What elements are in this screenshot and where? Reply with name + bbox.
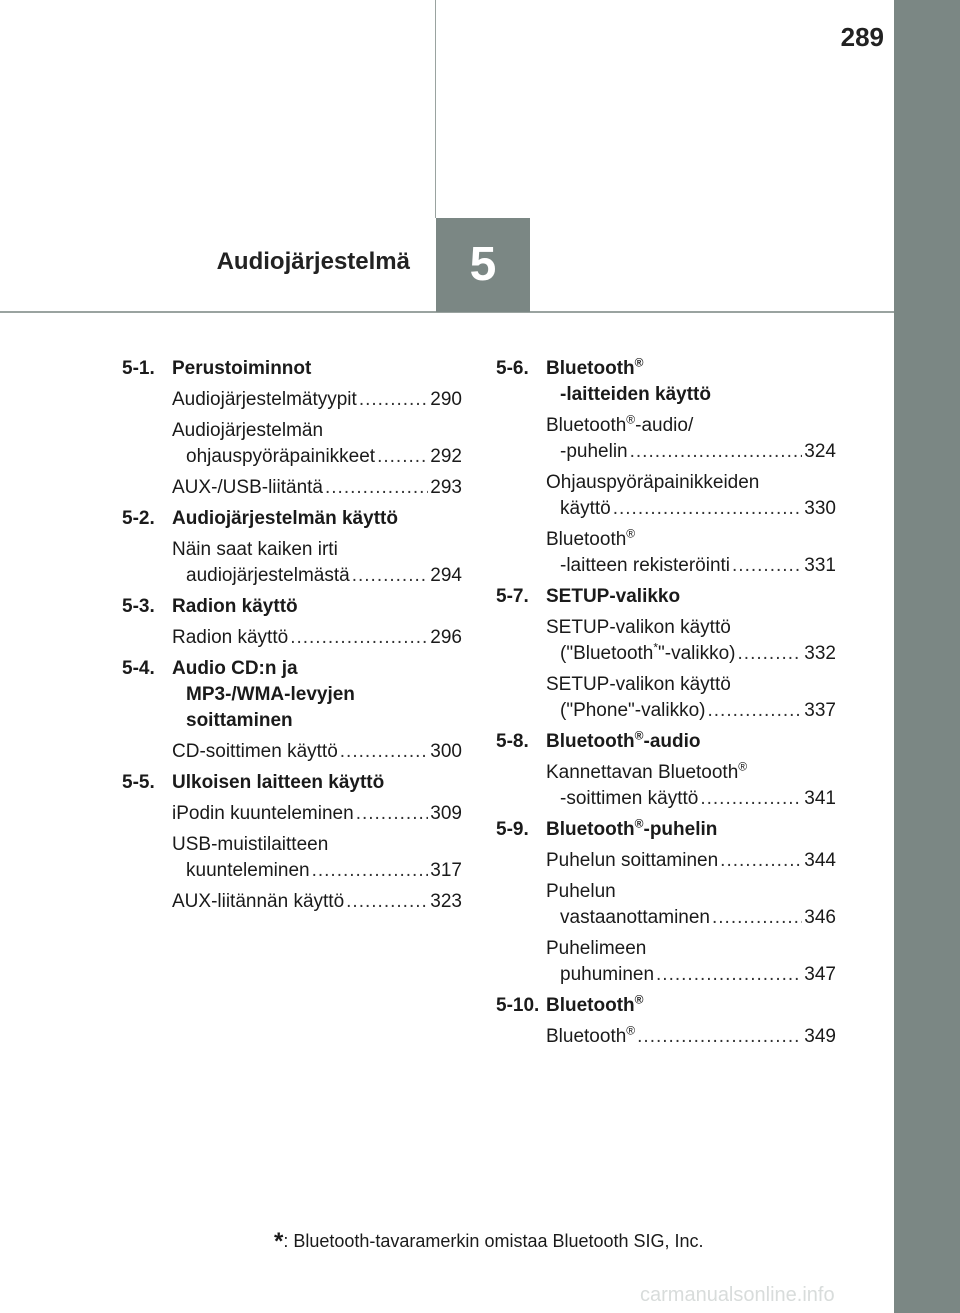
entry-page: 309 — [430, 803, 462, 824]
dot-leader — [325, 475, 428, 501]
entry-title: käyttö — [560, 498, 611, 519]
toc-entry[interactable] — [172, 625, 462, 651]
dot-leader — [340, 739, 429, 765]
dot-leader — [708, 698, 803, 724]
toc-entry[interactable] — [172, 739, 462, 765]
entry-page: 317 — [430, 860, 462, 881]
footnote-marker: * — [274, 1228, 284, 1255]
entry-page: 330 — [804, 498, 836, 519]
section-title: Bluetooth® — [546, 992, 644, 1016]
entry-page: 344 — [804, 850, 836, 871]
toc-section — [496, 729, 836, 812]
dot-leader — [356, 801, 429, 827]
dot-leader — [290, 625, 428, 651]
dot-leader — [359, 387, 428, 413]
entry-page: 324 — [804, 441, 836, 462]
section-title: Audiojärjestelmän käyttö — [172, 508, 398, 529]
toc-section — [122, 770, 462, 915]
toc-section — [496, 993, 836, 1050]
section-heading — [496, 729, 836, 755]
entry-title: Audiojärjestelmätyypit — [172, 389, 357, 410]
dot-leader — [312, 858, 429, 884]
section-title: Bluetooth®-puhelin — [546, 816, 718, 840]
entry-page: 296 — [430, 627, 462, 648]
section-heading — [496, 356, 836, 408]
entry-page: 341 — [804, 788, 836, 809]
dot-leader — [656, 962, 802, 988]
section-number: 5-3. — [122, 596, 155, 617]
toc-entry[interactable]: Puhelun vastaanottaminen ..... 346 — [546, 879, 836, 931]
section-number: 5-1. — [122, 358, 155, 379]
toc-section — [122, 656, 462, 765]
section-heading — [122, 770, 462, 796]
entry-title: ("Phone"-valikko) — [560, 700, 706, 721]
entry-title: Radion käyttö — [172, 627, 289, 648]
dot-leader — [738, 641, 803, 667]
entry-title: vastaanottaminen — [560, 907, 710, 928]
entry-page: 293 — [430, 477, 462, 498]
dot-leader — [700, 786, 802, 812]
section-heading — [122, 594, 462, 620]
entry-page: 332 — [804, 643, 836, 664]
footnote-text: : Bluetooth-tavaramerkin omistaa Bluetooth SIG, Inc. — [283, 1231, 704, 1251]
entry-title: CD-soittimen käyttö — [172, 741, 338, 762]
toc-section — [496, 584, 836, 724]
entry-title: -laitteen rekisteröinti — [560, 555, 731, 576]
entry-page: 292 — [430, 446, 462, 467]
entry-page: 337 — [804, 700, 836, 721]
chapter-side-tab — [894, 0, 960, 1313]
toc-right-column — [496, 356, 836, 1055]
vertical-rule — [435, 0, 436, 218]
entry-title: ohjauspyöräpainikkeet — [186, 446, 376, 467]
toc-section — [496, 356, 836, 579]
section-heading — [496, 817, 836, 843]
entry-page: 300 — [430, 741, 462, 762]
section-heading — [122, 356, 462, 382]
section-title: Radion käyttö — [172, 596, 298, 617]
entry-title: AUX-liitännän käyttö — [172, 891, 345, 912]
toc-entry[interactable] — [172, 889, 462, 915]
toc-entry[interactable] — [546, 1024, 836, 1050]
footnote — [274, 1228, 704, 1256]
toc-entry[interactable]: Ohjauspyöräpainikkeiden käyttö ..... 330 — [546, 470, 836, 522]
toc-left-column — [122, 356, 462, 920]
toc-entry[interactable]: Bluetooth®-audio/ -puhelin ..... 324 — [546, 413, 836, 465]
section-number: 5-4. — [122, 658, 155, 679]
entry-page: 323 — [430, 891, 462, 912]
section-number: 5-8. — [496, 731, 529, 752]
section-heading — [122, 506, 462, 532]
page-number: 289 — [840, 22, 884, 52]
entry-page: 349 — [804, 1026, 836, 1047]
entry-title: Puhelun soittaminen — [546, 850, 719, 871]
entry-title: kuunteleminen — [186, 860, 310, 881]
section-title: Ulkoisen laitteen käyttö — [172, 772, 385, 793]
toc-entry[interactable]: Kannettavan Bluetooth® -soittimen käyttö ..... 341 — [546, 760, 836, 812]
toc-section — [122, 356, 462, 501]
toc-section — [496, 817, 836, 988]
chapter-number: 5 — [436, 218, 530, 312]
toc-entry[interactable]: Bluetooth® -laitteen rekisteröinti ..... 331 — [546, 527, 836, 579]
entry-title: iPodin kuunteleminen — [172, 803, 354, 824]
entry-page: 290 — [430, 389, 462, 410]
section-number: 5-10. — [496, 995, 540, 1016]
toc-entry[interactable] — [172, 387, 462, 413]
section-number: 5-7. — [496, 586, 529, 607]
section-title: Perustoiminnot — [172, 358, 312, 379]
toc-entry[interactable]: SETUP-valikon käyttö ("Bluetooth*"-valikko) ..... 332 — [546, 615, 836, 667]
toc-entry[interactable] — [546, 848, 836, 874]
section-title: Audio CD:n ja MP3-/WMA-levyjen soittaminen — [172, 658, 355, 731]
chapter-title: Audiojärjestelmä — [216, 248, 410, 275]
section-heading — [122, 656, 462, 734]
entry-page: 346 — [804, 907, 836, 928]
toc-section — [122, 594, 462, 651]
toc-entry[interactable] — [172, 475, 462, 501]
section-heading — [496, 993, 836, 1019]
toc-entry[interactable]: Audiojärjestelmän ohjauspyöräpainikkeet ..... 292 — [172, 418, 462, 470]
entry-title: audiojärjestelmästä — [186, 565, 350, 586]
toc-entry[interactable]: Näin saat kaiken irti audiojärjestelmästä ..... 294 — [172, 537, 462, 589]
section-title: Bluetooth® -laitteiden käyttö — [546, 355, 711, 405]
entry-title: Bluetooth® — [546, 1023, 636, 1047]
section-number: 5-2. — [122, 508, 155, 529]
toc-entry[interactable] — [172, 801, 462, 827]
entry-page: 294 — [430, 565, 462, 586]
dot-leader — [720, 848, 802, 874]
toc-entry[interactable]: SETUP-valikon käyttö ("Phone"-valikko) ..... 337 — [546, 672, 836, 724]
dot-leader — [712, 905, 802, 931]
entry-title: puhuminen — [560, 964, 655, 985]
dot-leader — [630, 439, 803, 465]
toc-section — [122, 506, 462, 589]
section-number: 5-5. — [122, 772, 155, 793]
section-heading — [496, 584, 836, 610]
section-number: 5-6. — [496, 358, 529, 379]
entry-page: 331 — [804, 555, 836, 576]
section-title: SETUP-valikko — [546, 586, 681, 607]
section-number: 5-9. — [496, 819, 529, 840]
dot-leader — [613, 496, 803, 522]
dot-leader — [377, 444, 428, 470]
entry-page: 347 — [804, 964, 836, 985]
dot-leader — [352, 563, 429, 589]
entry-title: AUX-/USB-liitäntä — [172, 477, 323, 498]
dot-leader — [637, 1024, 802, 1050]
toc-entry[interactable]: Puhelimeen puhuminen ..... 347 — [546, 936, 836, 988]
section-title: Bluetooth®-audio — [546, 728, 701, 752]
dot-leader — [346, 889, 428, 915]
watermark: carmanualsonline.info — [640, 1284, 835, 1306]
dot-leader — [732, 553, 802, 579]
entry-title: ("Bluetooth*"-valikko) — [560, 640, 736, 664]
entry-title: -soittimen käyttö — [560, 788, 699, 809]
entry-title: -puhelin — [560, 441, 628, 462]
toc-entry[interactable]: USB-muistilaitteen kuunteleminen ..... 317 — [172, 832, 462, 884]
